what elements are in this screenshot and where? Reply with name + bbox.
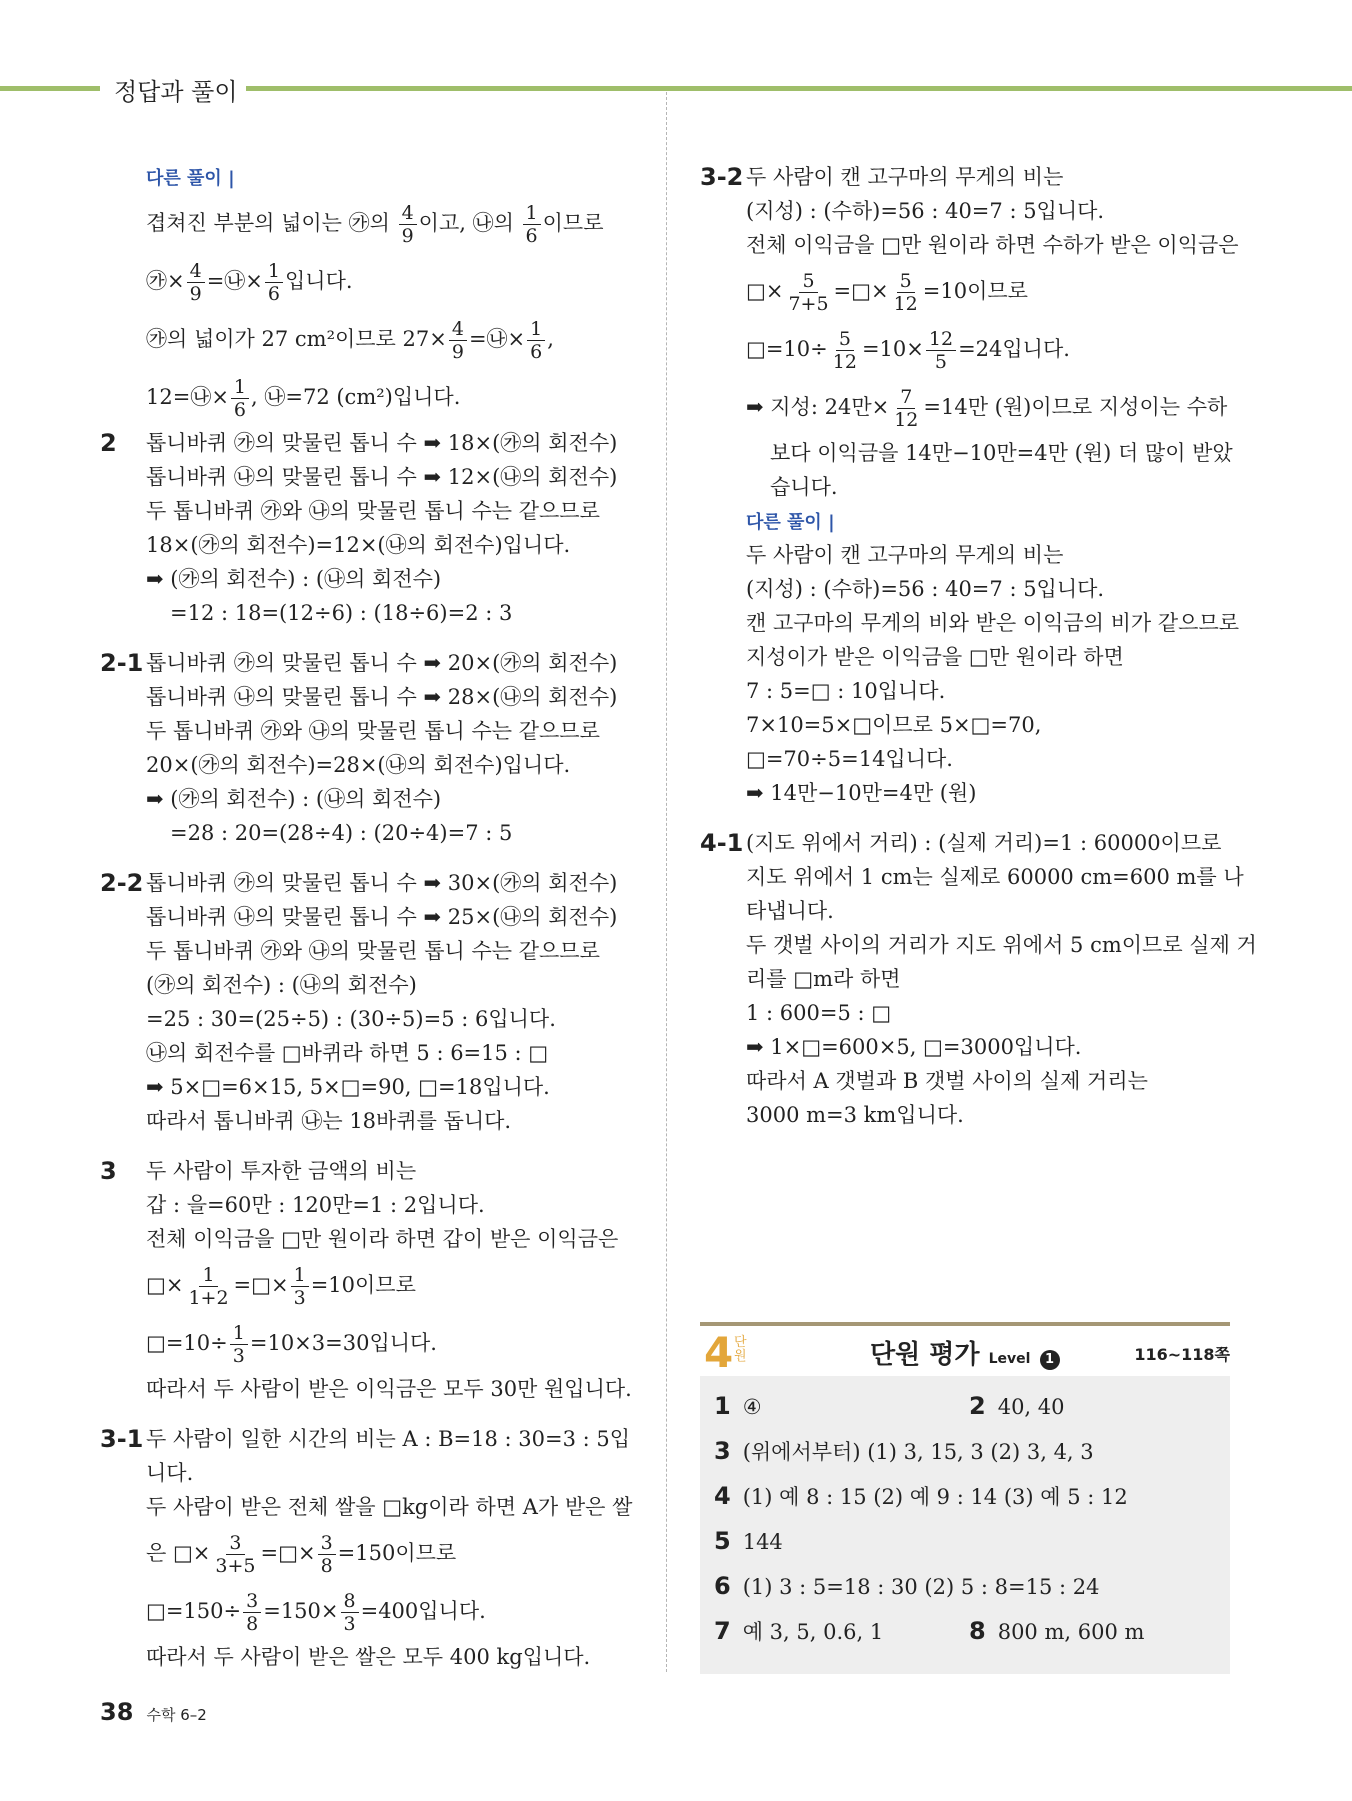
alt2-line: 지성이가 받은 이익금을 □만 원이라 하면 bbox=[746, 645, 1124, 669]
unit-pages: 116~118쪽 bbox=[1134, 1345, 1230, 1364]
alt2-line: (지성) : (수하)=56 : 40=7 : 5입니다. bbox=[746, 577, 1105, 601]
problem-3-2-line: (지성) : (수하)=56 : 40=7 : 5입니다. bbox=[746, 199, 1105, 223]
problem-3-1-line: 은 □× $\frac{3}{3+5}$ =□× $\frac{3}{8}$ =150이므로 bbox=[146, 1532, 457, 1577]
alt2-line: 두 사람이 캔 고구마의 무게의 비는 bbox=[746, 543, 1064, 567]
problem-2-1-line: 2-1 톱니바퀴 ㉮의 맞물린 톱니 수 ➡ 20×(㉮의 회전수) bbox=[100, 649, 618, 677]
problem-3-2-line: 3-2 두 사람이 캔 고구마의 무게의 비는 bbox=[700, 163, 1064, 191]
problem-2-1-line: 두 톱니바퀴 ㉮와 ㉯의 맞물린 톱니 수는 같으므로 bbox=[146, 719, 600, 743]
problem-3-2-line: □× $\frac{5}{7+5}$ =□× $\frac{5}{12}$ =10이므로 bbox=[746, 270, 1028, 315]
alt2-line: □=70÷5=14입니다. bbox=[746, 747, 953, 771]
problem-4-1-line: 1 : 600=5 : □ bbox=[746, 1001, 892, 1025]
alt2-line: 7×10=5×□이므로 5×□=70, bbox=[746, 713, 1042, 737]
problem-2-2-line: =25 : 30=(25÷5) : (30÷5)=5 : 6입니다. bbox=[146, 1007, 556, 1031]
unit-answers bbox=[700, 1376, 1230, 1674]
answer-row: 3 (위에서부터) (1) 3, 15, 3 (2) 3, 4, 3 bbox=[714, 1437, 1094, 1465]
answer-row: 6 (1) 3 : 5=18 : 30 (2) 5 : 8=15 : 24 bbox=[714, 1572, 1100, 1600]
left-column bbox=[100, 160, 640, 1674]
column-divider bbox=[666, 92, 667, 1672]
problem-3-line: 따라서 두 사람이 받은 이익금은 모두 30만 원입니다. bbox=[146, 1377, 632, 1401]
problem-2-line: 톱니바퀴 ㉯의 맞물린 톱니 수 ➡ 12×(㉯의 회전수) bbox=[146, 465, 618, 489]
problem-4-1-line: 3000 m=3 km입니다. bbox=[746, 1103, 964, 1127]
unit-word: 단 원 bbox=[734, 1335, 747, 1364]
problem-3-line: 전체 이익금을 □만 원이라 하면 갑이 받은 이익금은 bbox=[146, 1227, 619, 1251]
problem-2-2-line: ㉯의 회전수를 □바퀴라 하면 5 : 6=15 : □ bbox=[146, 1041, 549, 1065]
problem-4-1-line: 4-1 (지도 위에서 거리) : (실제 거리)=1 : 60000이므로 bbox=[700, 829, 1222, 857]
problem-2-line: =12 : 18=(12÷6) : (18÷6)=2 : 3 bbox=[170, 601, 513, 625]
page-footer bbox=[100, 1698, 207, 1726]
problem-3-1-line: 따라서 두 사람이 받은 쌀은 모두 400 kg입니다. bbox=[146, 1645, 591, 1669]
right-column bbox=[700, 160, 1257, 1132]
unit-header bbox=[700, 1326, 1230, 1376]
alt-solution-label: 다른 풀이 | bbox=[146, 168, 235, 189]
problem-2-line: 두 톱니바퀴 ㉮와 ㉯의 맞물린 톱니 수는 같으므로 bbox=[146, 499, 600, 523]
problem-4-1-line: 따라서 A 갯벌과 B 갯벌 사이의 실제 거리는 bbox=[746, 1069, 1148, 1093]
unit-title: 단원 평가 Level 1 bbox=[870, 1334, 1060, 1371]
problem-2-2-line: 톱니바퀴 ㉯의 맞물린 톱니 수 ➡ 25×(㉯의 회전수) bbox=[146, 905, 618, 929]
answer-row: 1 ④ 2 40, 40 bbox=[714, 1392, 1065, 1420]
alt2-line: 7 : 5=□ : 10입니다. bbox=[746, 679, 946, 703]
header-rule-left bbox=[0, 86, 100, 91]
subject-label: 수학 6–2 bbox=[146, 1706, 207, 1724]
alt1-line: ㉮의 넓이가 27 cm²이므로 27× $\frac{4}{9}$ =㉯× $\frac{1}{6}$ , bbox=[146, 318, 554, 363]
problem-2-line: 18×(㉮의 회전수)=12×(㉯의 회전수)입니다. bbox=[146, 533, 571, 557]
problem-3-line: □× $\frac{1}{1+2}$ =□× $\frac{1}{3}$ =10이므로 bbox=[146, 1264, 416, 1309]
problem-2-2-line: 두 톱니바퀴 ㉮와 ㉯의 맞물린 톱니 수는 같으므로 bbox=[146, 939, 600, 963]
unit-number: 4 bbox=[704, 1328, 734, 1377]
problem-2-1-line: ➡ (㉮의 회전수) : (㉯의 회전수) bbox=[146, 787, 442, 811]
problem-2-1-line: =28 : 20=(28÷4) : (20÷4)=7 : 5 bbox=[170, 821, 513, 845]
problem-3-1-line: 니다. bbox=[146, 1461, 194, 1485]
alt-solution-label: 다른 풀이 | bbox=[746, 512, 835, 533]
problem-2-line: 2 톱니바퀴 ㉮의 맞물린 톱니 수 ➡ 18×(㉮의 회전수) bbox=[100, 429, 618, 457]
problem-2-2-line: ➡ 5×□=6×15, 5×□=90, □=18입니다. bbox=[146, 1075, 550, 1099]
problem-4-1-line: ➡ 1×□=600×5, □=3000입니다. bbox=[746, 1035, 1082, 1059]
problem-3-2-line: ➡ 지성: 24만× $\frac{7}{12}$ =14만 (원)이므로 지성이는 수하 bbox=[746, 386, 1228, 431]
problem-2-2-line: 따라서 톱니바퀴 ㉯는 18바퀴를 돕니다. bbox=[146, 1109, 512, 1133]
header-title: 정답과 풀이 bbox=[114, 78, 238, 106]
header-rule-right bbox=[246, 86, 1352, 91]
problem-3-1-line: 두 사람이 받은 전체 쌀을 □kg이라 하면 A가 받은 쌀 bbox=[146, 1495, 633, 1519]
problem-4-1-line: 리를 □m라 하면 bbox=[746, 967, 901, 991]
problem-4-1-line: 두 갯벌 사이의 거리가 지도 위에서 5 cm이므로 실제 거 bbox=[746, 933, 1257, 957]
problem-3-2-line: 보다 이익금을 14만−10만=4만 (원) 더 많이 받았 bbox=[770, 441, 1233, 465]
problem-2-1-line: 20×(㉮의 회전수)=28×(㉯의 회전수)입니다. bbox=[146, 753, 571, 777]
problem-3-line: 갑 : 을=60만 : 120만=1 : 2입니다. bbox=[146, 1193, 485, 1217]
alt1-line: 12=㉯× $\frac{1}{6}$ , ㉯=72 (cm²)입니다. bbox=[146, 376, 461, 421]
alt2-line: 캔 고구마의 무게의 비와 받은 이익금의 비가 같으므로 bbox=[746, 611, 1240, 635]
problem-3-line: 3 두 사람이 투자한 금액의 비는 bbox=[100, 1157, 417, 1185]
problem-2-line: ➡ (㉮의 회전수) : (㉯의 회전수) bbox=[146, 567, 442, 591]
alt1-line: ㉮× $\frac{4}{9}$ =㉯× $\frac{1}{6}$ 입니다. bbox=[146, 260, 353, 305]
problem-4-1-line: 타냅니다. bbox=[746, 899, 834, 923]
unit-test-box bbox=[700, 1322, 1230, 1674]
problem-3-line: □=10÷ $\frac{1}{3}$ =10×3=30입니다. bbox=[146, 1322, 437, 1367]
problem-3-1-line: □=150÷ $\frac{3}{8}$ =150× $\frac{8}{3}$ =400입니다. bbox=[146, 1590, 486, 1635]
problem-3-2-line: □=10÷ $\frac{5}{12}$ =10× $\frac{12}{5}$ =24입니다. bbox=[746, 328, 1070, 373]
problem-2-1-line: 톱니바퀴 ㉯의 맞물린 톱니 수 ➡ 28×(㉯의 회전수) bbox=[146, 685, 618, 709]
page-number: 38 bbox=[100, 1698, 134, 1726]
problem-4-1-line: 지도 위에서 1 cm는 실제로 60000 cm=600 m를 나 bbox=[746, 865, 1244, 889]
answer-row: 7 예 3, 5, 0.6, 1 8 800 m, 600 m bbox=[714, 1617, 1145, 1645]
problem-3-2-line: 습니다. bbox=[770, 475, 838, 499]
page-header bbox=[0, 72, 1352, 106]
problem-3-2-line: 전체 이익금을 □만 원이라 하면 수하가 받은 이익금은 bbox=[746, 233, 1239, 257]
alt1-line: 겹쳐진 부분의 넓이는 ㉮의 $\frac{4}{9}$ 이고, ㉯의 $\frac{1}{6}$ 이므로 bbox=[146, 202, 604, 247]
problem-2-2-line: 2-2 톱니바퀴 ㉮의 맞물린 톱니 수 ➡ 30×(㉮의 회전수) bbox=[100, 869, 618, 897]
answer-row: 4 (1) 예 8 : 15 (2) 예 9 : 14 (3) 예 5 : 12 bbox=[714, 1482, 1128, 1510]
alt2-line: ➡ 14만−10만=4만 (원) bbox=[746, 781, 977, 805]
problem-3-1-line: 3-1 두 사람이 일한 시간의 비는 A : B=18 : 30=3 : 5입 bbox=[100, 1425, 631, 1453]
answer-row: 5 144 bbox=[714, 1527, 783, 1555]
problem-2-2-line: (㉮의 회전수) : (㉯의 회전수) bbox=[146, 973, 417, 997]
